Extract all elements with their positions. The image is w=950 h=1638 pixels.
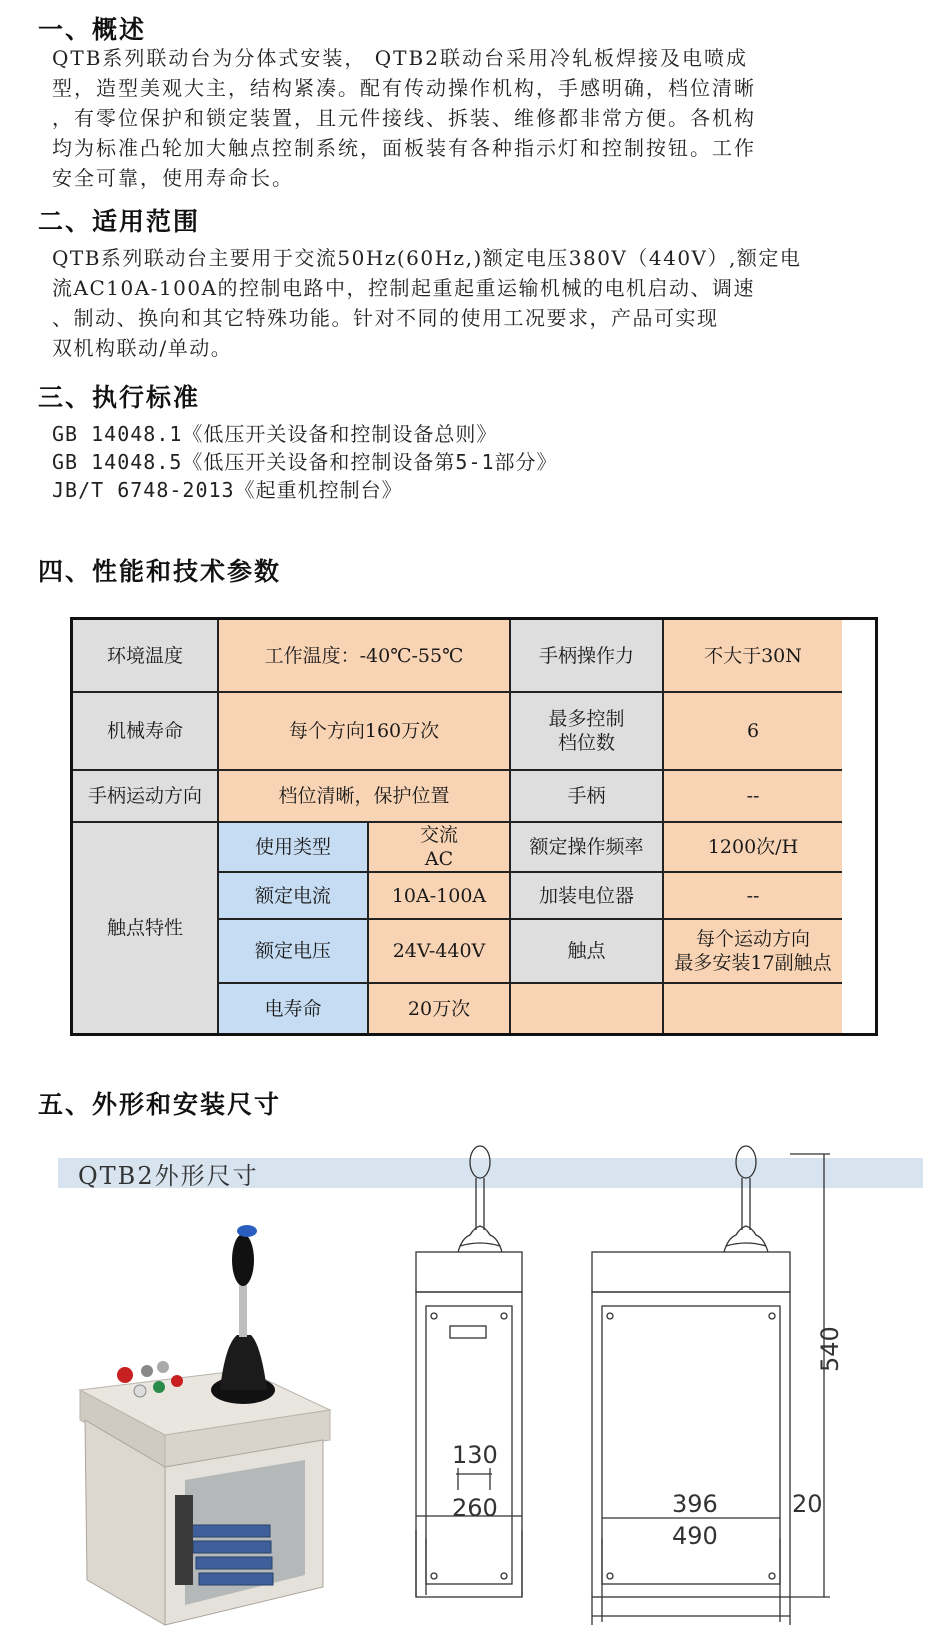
contact-value: 10A-100A [369, 873, 511, 920]
table-value: 工作温度：-40℃-55℃ [219, 620, 511, 693]
contact-key: 使用类型 [219, 823, 369, 873]
side-inner-dim: 396 [672, 1490, 718, 1518]
contact-key: 额定电流 [219, 873, 369, 920]
section-5-title: 五、外形和安装尺寸 [38, 1090, 282, 1119]
paragraph-line: ，有零位保护和锁定装置，且元件接线、拆装、维修都非常方便。各机构 [52, 106, 756, 130]
section-2-title: 二、适用范围 [38, 207, 201, 236]
table-value: 不大于30N [664, 620, 842, 693]
side-height-dim: 540 [816, 1326, 844, 1372]
product-photo [65, 1195, 355, 1635]
table-value: -- [664, 873, 842, 920]
table-value: 6 [664, 693, 842, 771]
contact-key: 额定电压 [219, 920, 369, 984]
table-label: 手柄操作力 [511, 620, 664, 693]
table-label: 额定操作频率 [511, 823, 664, 873]
front-inner-dim: 130 [452, 1441, 498, 1469]
section-1-body [52, 43, 872, 193]
side-outer-dim: 490 [672, 1522, 718, 1550]
spec-table [70, 617, 878, 1036]
table-label: 手柄 [511, 771, 664, 823]
section-2-body [52, 243, 872, 363]
table-label: 环境温度 [73, 620, 219, 693]
table-value [664, 984, 842, 1033]
standard-item: JB/T 6748-2013《起重机控制台》 [52, 478, 403, 502]
standards-list [52, 420, 558, 504]
standard-item: GB 14048.1《低压开关设备和控制设备总则》 [52, 422, 498, 446]
table-label: 触点 [511, 920, 664, 984]
table-label: 最多控制 档位数 [511, 693, 664, 771]
contact-value: 24V-440V [369, 920, 511, 984]
table-value: 每个方向160万次 [219, 693, 511, 771]
side-view-drawing [580, 1140, 870, 1630]
contact-label: 触点特性 [73, 823, 219, 1033]
section-1-title: 一、概述 [38, 15, 147, 44]
contact-value: 20万次 [369, 984, 511, 1033]
section-3-title: 三、执行标准 [38, 383, 201, 412]
table-label: 机械寿命 [73, 693, 219, 771]
table-value: 档位清晰，保护位置 [219, 771, 511, 823]
paragraph-line: QTB系列联动台主要用于交流50Hz(60Hz,)额定电压380V（440V）,额定电 [52, 246, 802, 270]
table-value: 1200次/H [664, 823, 842, 873]
contact-value: 交流 AC [369, 823, 511, 873]
table-value: -- [664, 771, 842, 823]
table-label: 手柄运动方向 [73, 771, 219, 823]
dimension-subtitle: QTB2外形尺寸 [78, 1162, 259, 1190]
section-4-title: 四、性能和技术参数 [38, 557, 282, 586]
side-offset-dim: 20 [792, 1490, 823, 1518]
contact-key: 电寿命 [219, 984, 369, 1033]
paragraph-line: 流AC10A-100A的控制电路中，控制起重起重运输机械的电机启动、调速 [52, 276, 756, 300]
paragraph-line: 安全可靠，使用寿命长。 [52, 166, 294, 190]
front-view-drawing [400, 1140, 560, 1630]
paragraph-line: 、制动、换向和其它特殊功能。针对不同的使用工况要求，产品可实现 [52, 306, 719, 330]
standard-item: GB 14048.5《低压开关设备和控制设备第5-1部分》 [52, 450, 558, 474]
paragraph-line: 均为标准凸轮加大触点控制系统，面板装有各种指示灯和控制按钮。工作 [52, 136, 756, 160]
table-value: 每个运动方向 最多安装17副触点 [664, 920, 842, 984]
table-value [511, 984, 664, 1033]
paragraph-line: 型，造型美观大主，结构紧凑。配有传动操作机构，手感明确，档位清晰 [52, 76, 756, 100]
paragraph-line: QTB系列联动台为分体式安装， QTB2联动台采用冷轧板焊接及电喷成 [52, 46, 748, 70]
front-outer-dim: 260 [452, 1494, 498, 1522]
paragraph-line: 双机构联动/单动。 [52, 336, 233, 360]
table-label: 加装电位器 [511, 873, 664, 920]
